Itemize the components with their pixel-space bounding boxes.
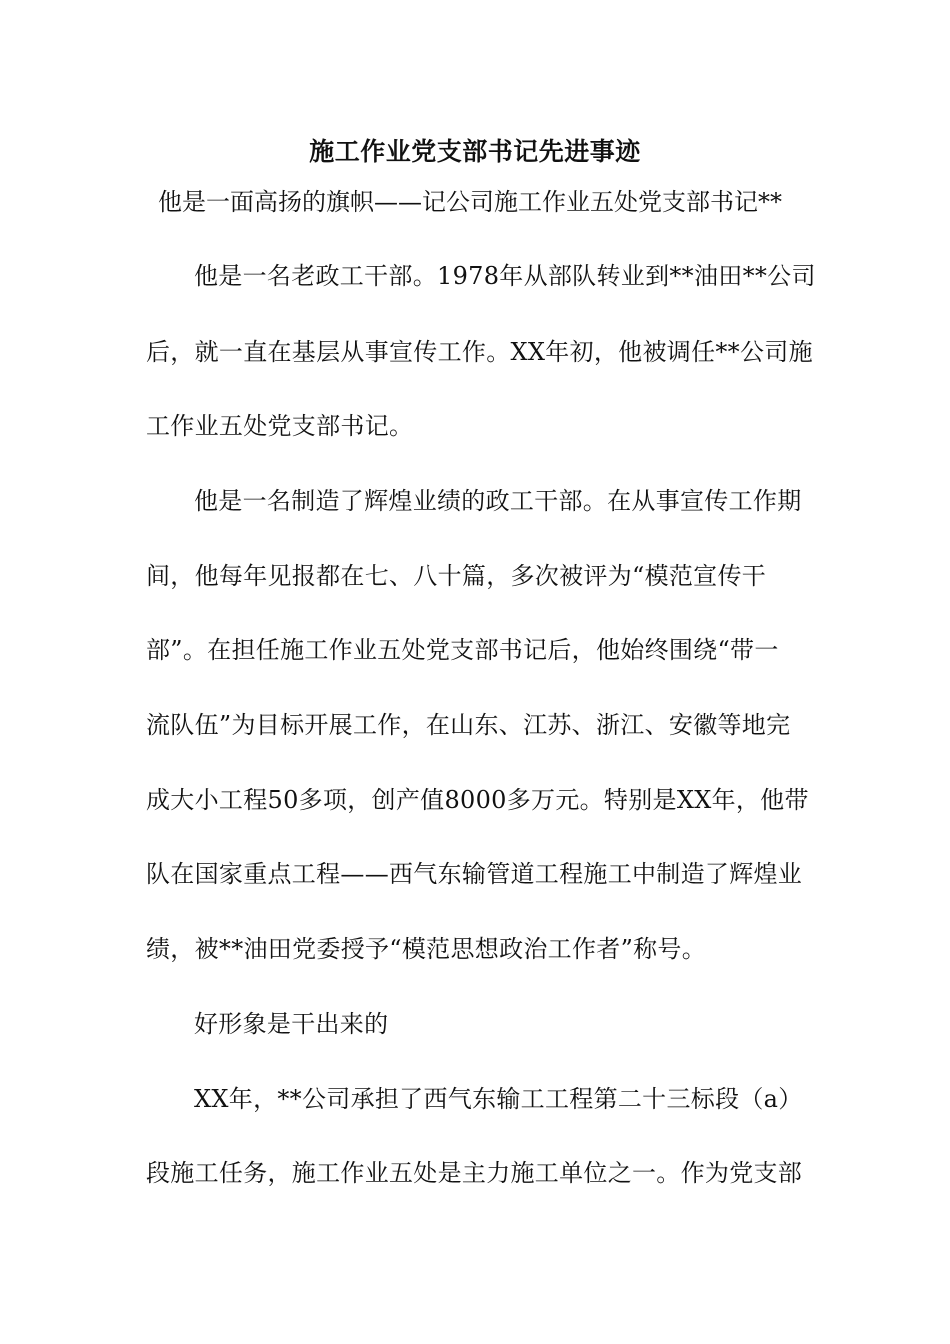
paragraph-line: 绩，被**油田党委授予“模范思想政治工作者”称号。 <box>146 935 707 963</box>
paragraph-line: 段施工任务，施工作业五处是主力施工单位之一。作为党支部 <box>146 1159 803 1187</box>
paragraph-line: 他是一名老政工干部。1978年从部队转业到**油田**公司 <box>194 262 816 290</box>
paragraph-line: 队在国家重点工程——西气东输管道工程施工中制造了辉煌业 <box>146 860 803 888</box>
document-title: 施工作业党支部书记先进事迹 <box>309 137 641 166</box>
section-heading: 好形象是干出来的 <box>194 1010 389 1038</box>
paragraph-line: 工作业五处党支部书记。 <box>146 412 414 440</box>
paragraph-line: 他是一名制造了辉煌业绩的政工干部。在从事宣传工作期 <box>194 487 802 515</box>
paragraph-line: 成大小工程50多项，创产值8000多万元。特别是XX年，他带 <box>146 786 809 814</box>
paragraph-line: 部”。在担任施工作业五处党支部书记后，他始终围绕“带一 <box>146 636 779 664</box>
paragraph-line: 后，就一直在基层从事宣传工作。XX年初，他被调任**公司施 <box>146 338 813 366</box>
paragraph-line: 间，他每年见报都在七、八十篇，多次被评为“模范宣传干 <box>146 562 767 590</box>
paragraph-line: 流队伍”为目标开展工作，在山东、江苏、浙江、安徽等地完 <box>146 711 791 739</box>
paragraph-line: XX年，**公司承担了西气东输工工程第二十三标段（a） <box>194 1085 803 1113</box>
document-subtitle: 他是一面高扬的旗帜——记公司施工作业五处党支部书记** <box>158 188 782 216</box>
